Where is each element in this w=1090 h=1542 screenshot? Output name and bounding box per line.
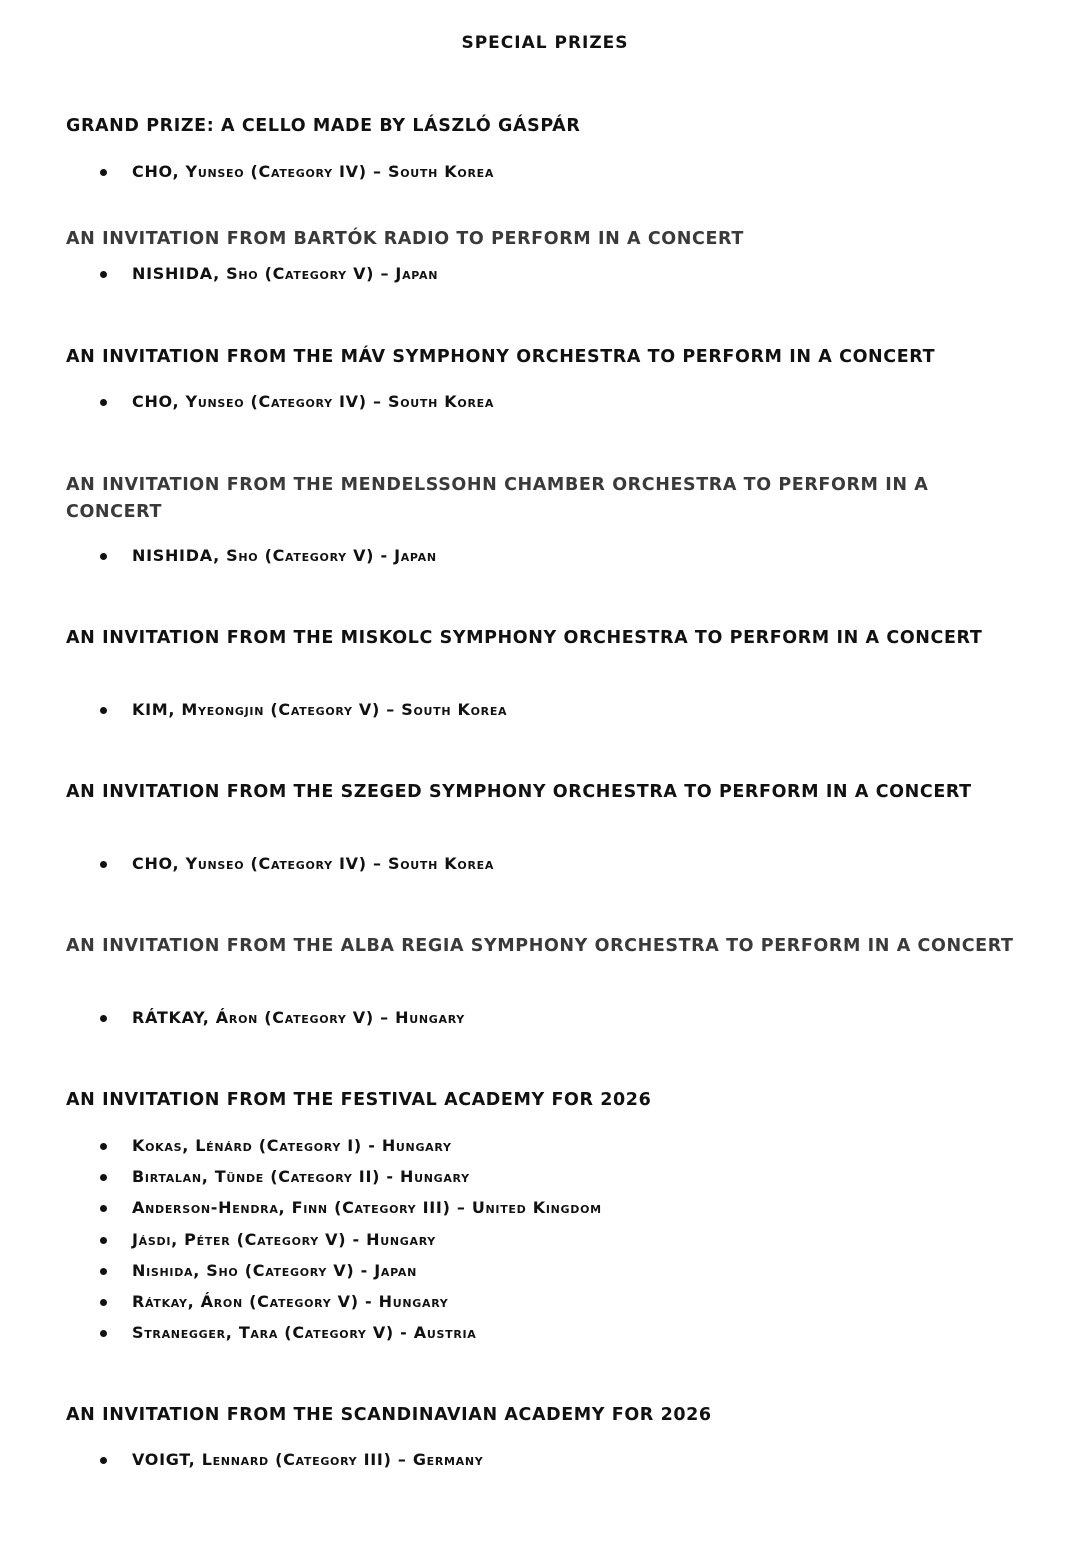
list-item: NISHIDA, Sho (Category V) - Japan [66,545,1026,576]
list-item: Nishida, Sho (Category V) - Japan [66,1260,1026,1291]
list-item: CHO, Yunseo (Category IV) – South Korea [66,161,1026,192]
list-item: CHO, Yunseo (Category IV) – South Korea [66,391,1026,422]
section-heading: AN INVITATION FROM THE SZEGED SYMPHONY ORCHESTRA TO PERFORM IN A CONCERT [66,782,972,802]
list-item: NISHIDA, Sho (Category V) – Japan [66,263,1026,294]
list-item: Jásdi, Péter (Category V) - Hungary [66,1229,1026,1260]
list-item: CHO, Yunseo (Category IV) – South Korea [66,853,1026,884]
list-item: Anderson-Hendra, Finn (Category III) – United Kingdom [66,1197,1026,1228]
winner-list [66,1007,1026,1038]
winner-list [66,1135,1026,1353]
winner-list [66,699,1026,730]
winner-list [66,1449,1026,1480]
section-heading: AN INVITATION FROM THE MENDELSSOHN CHAMBER ORCHESTRA TO PERFORM IN A CONCERT [66,475,929,522]
list-item: Stranegger, Tara (Category V) - Austria [66,1322,1026,1353]
list-item: Rátkay, Áron (Category V) - Hungary [66,1291,1026,1322]
section-heading: AN INVITATION FROM BARTÓK RADIO TO PERFORM IN A CONCERT [66,229,744,249]
section-heading: AN INVITATION FROM THE ALBA REGIA SYMPHONY ORCHESTRA TO PERFORM IN A CONCERT [66,936,1014,956]
winner-list [66,161,1026,192]
section-heading: GRAND PRIZE: A CELLO MADE BY LÁSZLÓ GÁSPÁR [66,116,581,136]
section-heading: AN INVITATION FROM THE MISKOLC SYMPHONY ORCHESTRA TO PERFORM IN A CONCERT [66,628,983,648]
page-title: SPECIAL PRIZES [461,33,629,53]
section-heading: AN INVITATION FROM THE MÁV SYMPHONY ORCHESTRA TO PERFORM IN A CONCERT [66,347,936,367]
winner-list [66,545,1026,576]
list-item: KIM, Myeongjin (Category V) – South Korea [66,699,1026,730]
list-item: VOIGT, Lennard (Category III) – Germany [66,1449,1026,1480]
section-heading: AN INVITATION FROM THE SCANDINAVIAN ACADEMY FOR 2026 [66,1405,712,1425]
section-heading: AN INVITATION FROM THE FESTIVAL ACADEMY FOR 2026 [66,1090,652,1110]
winner-list [66,391,1026,422]
list-item: RÁTKAY, Áron (Category V) – Hungary [66,1007,1026,1038]
winner-list [66,263,1026,294]
winner-list [66,853,1026,884]
list-item: Birtalan, Tünde (Category II) - Hungary [66,1166,1026,1197]
list-item: Kokas, Lénárd (Category I) - Hungary [66,1135,1026,1166]
